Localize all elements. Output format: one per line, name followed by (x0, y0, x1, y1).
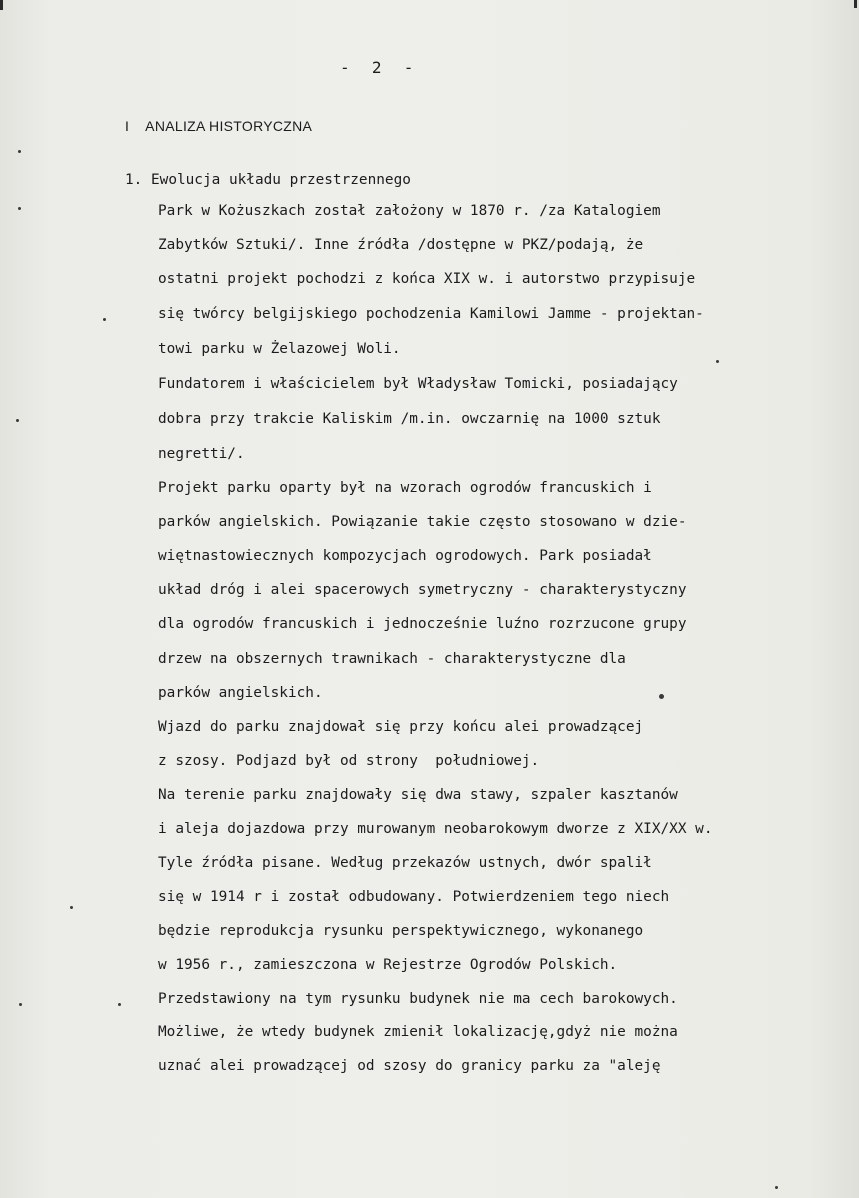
text-line: ostatni projekt pochodzi z końca XIX w. i autorstwo przypisuje (158, 271, 696, 287)
text-line: Wjazd do parku znajdował się przy końcu alei prowadzącej (158, 719, 644, 735)
text-line: Możliwe, że wtedy budynek zmienił lokalizację,gdyż nie można (158, 1024, 678, 1040)
text-line: Tyle źródła pisane. Według przekazów ustnych, dwór spalił (158, 855, 652, 871)
margin-speck (19, 1003, 22, 1006)
text-line: z szosy. Podjazd był od strony południowej. (158, 753, 540, 769)
margin-speck (18, 150, 21, 153)
text-line: w 1956 r., zamieszczona w Rejestrze Ogrodów Polskich. (158, 957, 618, 973)
text-line: negretti/. (158, 446, 245, 462)
text-line: się twórcy belgijskiego pochodzenia Kamilowi Jamme - projektan- (158, 306, 704, 322)
subsection-heading: 1. Ewolucja układu przestrzennego (125, 172, 411, 188)
margin-speck (16, 419, 19, 422)
margin-speck (18, 207, 21, 210)
text-line: dla ogrodów francuskich i jednocześnie luźno rozrzucone grupy (158, 616, 687, 632)
text-line: Na terenie parku znajdowały się dwa stawy, szpaler kasztanów (158, 787, 678, 803)
scan-corner-mark-top-left (0, 0, 3, 10)
text-line: parków angielskich. Powiązanie takie często stosowano w dzie- (158, 514, 687, 530)
text-line: drzew na obszernych trawnikach - charakterystyczne dla (158, 651, 626, 667)
text-line: Fundatorem i właścicielem był Władysław Tomicki, posiadający (158, 376, 678, 392)
scan-edge-mark-right (854, 0, 857, 8)
text-line: Projekt parku oparty był na wzorach ogrodów francuskich i (158, 480, 652, 496)
margin-speck (775, 1186, 778, 1189)
margin-speck (103, 318, 106, 321)
text-line: układ dróg i alei spacerowych symetryczny - charakterystyczny (158, 582, 687, 598)
text-line: więtnastowiecznych kompozycjach ogrodowych. Park posiadał (158, 548, 652, 564)
text-line: Park w Kożuszkach został założony w 1870 r. /za Katalogiem (158, 203, 661, 219)
text-line: towi parku w Żelazowej Woli. (158, 341, 401, 357)
margin-speck (70, 906, 73, 909)
margin-speck (716, 360, 719, 363)
text-line: będzie reprodukcja rysunku perspektywicznego, wykonanego (158, 923, 644, 939)
text-line: się w 1914 r i został odbudowany. Potwierdzeniem tego niech (158, 889, 670, 905)
text-line: dobra przy trakcie Kaliskim /m.in. owczarnię na 1000 sztuk (158, 411, 661, 427)
text-line: parków angielskich. (158, 685, 323, 701)
text-line: uznać alei prowadzącej od szosy do granicy parku za "aleję (158, 1058, 661, 1074)
page-number: - 2 - (340, 58, 415, 77)
margin-speck (659, 694, 664, 699)
section-heading: I ANALIZA HISTORYCZNA (125, 118, 313, 134)
text-line: i aleja dojazdowa przy murowanym neobarokowym dworze z XIX/XX w. (158, 821, 713, 837)
text-line: Przedstawiony na tym rysunku budynek nie ma cech barokowych. (158, 991, 678, 1007)
margin-speck (118, 1003, 121, 1006)
text-line: Zabytków Sztuki/. Inne źródła /dostępne w PKZ/podają, że (158, 237, 644, 253)
